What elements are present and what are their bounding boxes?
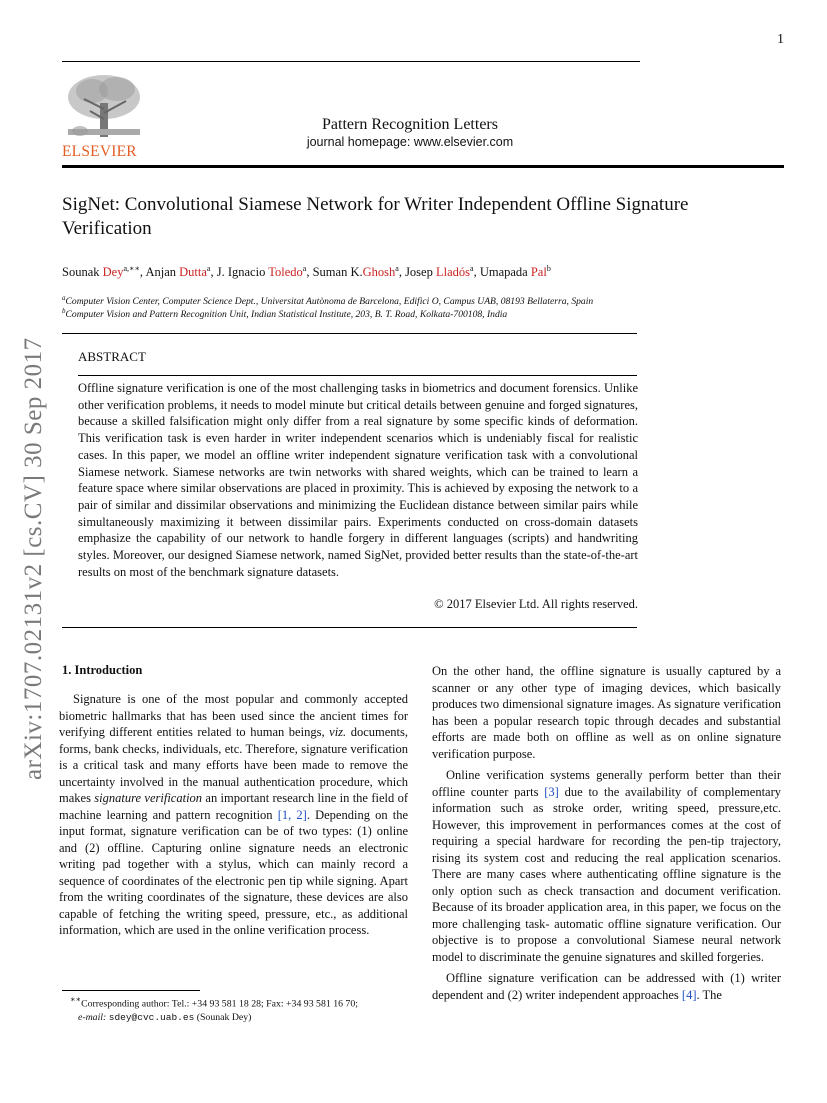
email-link[interactable]: sdey@cvc.uab.es — [108, 1012, 195, 1024]
journal-homepage[interactable]: journal homepage: www.elsevier.com — [306, 135, 514, 149]
abstract-bottom-rule — [62, 627, 637, 628]
author-first: Anjan — [145, 265, 180, 280]
author-sep: , — [139, 265, 146, 280]
journal-name: Pattern Recognition Letters — [322, 116, 498, 133]
author-sep: , — [473, 265, 480, 280]
author-first: Suman K. — [312, 265, 363, 280]
right-column — [432, 663, 781, 1003]
author-affil-mark: a — [395, 264, 399, 273]
abstract-heading: ABSTRACT — [78, 349, 146, 364]
author-affil-mark: a,∗∗ — [123, 264, 140, 273]
section-heading-introduction: 1. Introduction — [62, 663, 143, 677]
author-first: Josep — [405, 265, 436, 280]
author-affil-mark: a — [302, 264, 307, 273]
left-column — [59, 691, 408, 939]
paragraph: Online verification systems generally perform better than their offline counter parts [3] due to the availability of complementary information such as stroke order, writing speed, pressure,etc. However, this improvement in performances comes at the cost of requiring a special hardware for recording the pen-tip trajectory, rising its system cost and reducing the real application scenarios. There are many cases where authenticating offline signature is the only option such as check transaction and document verification. Because of its broader application area, in this paper, we focus on the more challenging task- automatic offline signature verification. Our objective is to propose a convolutional Siamese neural network model to discriminate the genuine signatures and skilled forgeries. — [432, 768, 782, 964]
citation-link[interactable]: [4] — [681, 987, 697, 1002]
copyright-notice: © 2017 Elsevier Ltd. All rights reserved. — [434, 597, 638, 611]
header-bottom-rule — [62, 165, 784, 168]
paragraph: Offline signature verification can be addressed with (1) writer dependent and (2) writer independent approaches [4]. The — [432, 971, 781, 1002]
abstract-top-rule — [62, 333, 637, 334]
author-last: Ghosh — [362, 265, 396, 280]
header-top-rule — [62, 61, 640, 62]
affiliation-a: $^a$Computer Vision Center, Computer Science Dept., Universitat Autònoma de Barcelona, Edifici O, Campus UAB, 08193 Bellaterra, Spain — [62, 294, 594, 308]
paragraph: On the other hand, the offline signature is usually captured by a scanner or any other type of imaging devices, which basically produces two dimensional signature images. As signature verification has been a popular research topic through decades and substantial efforts are made both on offline as well as on online signature verification purpose. — [432, 664, 781, 761]
author-last: Toledo — [268, 265, 303, 280]
abstract-text: Offline signature verification is one of the most challenging tasks in biometrics and document forensics. Unlike other verification problems, it needs to model minute but critical details between genuine and forged signatures, because a skilled falsification might only differ from a real signature by some specific kinds of deformation. This verification task is even harder in writer independent scenarios which is undeniably fiscal for realistic cases. In this paper, we model an offline writer independent signature verification task with a convolutional Siamese network. Siamese networks are twin networks with shared weights, which can be trained to learn a feature space where similar observations are placed in proximity. This is achieved by exposing the network to a pair of similar and dissimilar observations and minimizing the Euclidean distance between similar pairs while simultaneously maximizing it between dissimilar pairs. Experiments conducted on cross-domain datasets emphasize the capability of our network to handle forgery in different languages (scripts) and handwriting styles. Moreover, our designed Siamese network, named SigNet, provided better results than the state-of-the-art results on most of the benchmark signature datasets. — [78, 381, 638, 579]
abstract-heading-rule — [78, 375, 637, 376]
paper-title-line-1: SigNet: Convolutional Siamese Network for Writer Independent Offline Signature — [62, 194, 689, 215]
elsevier-wordmark: ELSEVIER — [62, 143, 137, 160]
author-affil-mark: a — [470, 264, 474, 273]
author-last: Lladós — [435, 265, 470, 280]
author-first: J. Ignacio — [216, 265, 269, 280]
author-first: Sounak — [62, 265, 103, 280]
author-sep: , — [398, 265, 406, 280]
footnote: ∗∗Corresponding author: Tel.: +34 93 581 18 28; Fax: +34 93 581 16 70; e-mail: sdey@cvc.uab.es (Sounak Dey) — [70, 995, 358, 1024]
page-number: 1 — [777, 32, 784, 47]
footnote-rule — [62, 990, 200, 991]
author-affil-mark: b — [546, 264, 551, 273]
author-last: Dutta — [179, 265, 207, 280]
author-last: Pal — [530, 265, 547, 280]
author-first: Umapada — [479, 265, 531, 280]
paper-title — [62, 193, 762, 241]
author-last: Dey — [102, 265, 124, 280]
paper-title-line-2: Verification — [62, 218, 152, 239]
author-list — [62, 264, 551, 280]
author-sep: , — [306, 265, 313, 280]
author-sep: , — [210, 265, 217, 280]
citation-link[interactable]: [1, 2] — [277, 807, 307, 822]
paragraph: Signature is one of the most popular and commonly accepted biometric hallmarks that has been used since the ancient times for verifying different entities related to human beings, viz. documents, forms, bank checks, individuals, etc. Therefore, signature verification is a critical task and many efforts have been made to remove the uncertainty involved in the manual authentication procedure, which makes signature verification an important research line in the field of machine learning and pattern recognition [1, 2]. Depending on the input format, signature verification can be of two types: (1) online and (2) offline. Capturing online signature needs an electronic writing pad together with a stylus, which can mainly record a sequence of coordinates of the electronic pen tip while signing. Apart from the writing coordinates of the signature, these devices are also capable of fetching the writing speed, pressure, etc., as additional information, which are used in the online verification process. — [59, 692, 409, 937]
arxiv-identifier[interactable]: arXiv:1707.02131v2 [cs.CV] 30 Sep 2017 — [20, 337, 47, 780]
citation-link[interactable]: [3] — [544, 784, 559, 799]
affiliation-b: $^b$Computer Vision and Pattern Recognition Unit, Indian Statistical Institute, 203, B. T. Road, Kolkata-700108, India — [62, 307, 508, 321]
author-affil-mark: a — [206, 264, 211, 273]
